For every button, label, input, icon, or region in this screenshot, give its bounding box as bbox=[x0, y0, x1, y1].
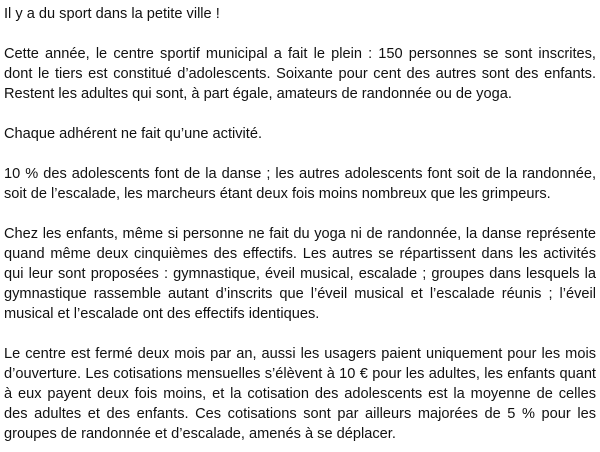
paragraph-teenagers: 10 % des adolescents font de la danse ; les autres adolescents font soit de la randonnée, soit de l’escalade, les marcheurs étant deux fois moins nombreux que les grimpeurs. bbox=[4, 166, 596, 202]
paragraph-children: Chez les enfants, même si personne ne fait du yoga ni de randonnée, la danse représente quand même deux cinquièmes des effectifs. Les autres se répartissent dans les activités qui leur sont proposées : gymnastique, éveil musical, escalade ; groupes dans lesquels la gymnastique rassemble autant d’inscrits que l’éveil musical et l’escalade réunis ; l’éveil musical et l’escalade ont des effectifs identiques. bbox=[4, 226, 596, 322]
paragraph-enrollment: Cette année, le centre sportif municipal a fait le plein : 150 personnes se sont inscrites, dont le tiers est constitué d’adolescents. Soixante pour cent des autres sont des enfants. Restent les adultes qui sont, à part égale, amateurs de randonnée ou de yoga. bbox=[4, 46, 596, 102]
paragraph-fees: Le centre est fermé deux mois par an, aussi les usagers paient uniquement pour les mois d’ouverture. Les cotisations mensuelles s’élèvent à 10 € pour les adultes, les enfants quant à eux payent deux fois moins, et la cotisation des adolescents est la moyenne de celles des adultes et des enfants. Ces cotisations sont par ailleurs majorées de 5 % pour les groupes de randonnée et d’escalade, amenés à se déplacer. bbox=[4, 346, 596, 442]
document-title: Il y a du sport dans la petite ville ! bbox=[4, 6, 220, 22]
paragraph-one-activity: Chaque adhérent ne fait qu’une activité. bbox=[4, 126, 263, 142]
